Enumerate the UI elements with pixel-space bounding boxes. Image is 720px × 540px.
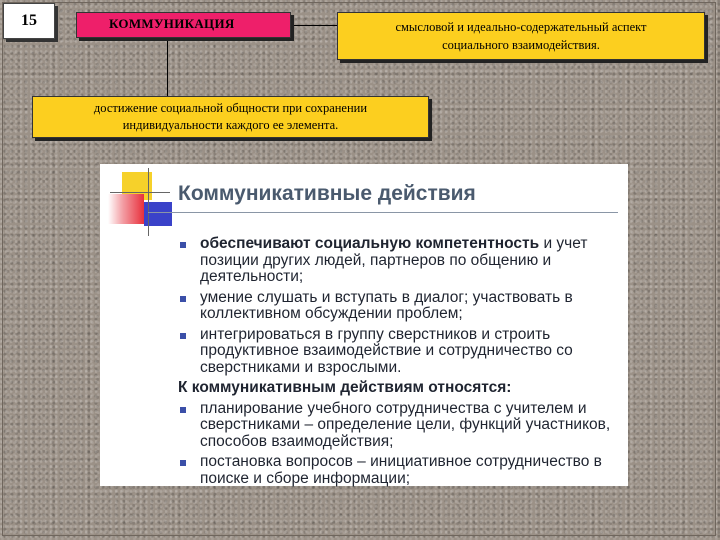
decor-horizontal-line bbox=[110, 192, 170, 193]
content-panel bbox=[100, 164, 628, 486]
achievement-line-2: индивидуальности каждого ее элемента. bbox=[122, 118, 339, 132]
title-underline bbox=[148, 212, 618, 213]
decor-vertical-line bbox=[148, 168, 149, 236]
bullet-icon bbox=[180, 460, 186, 466]
bullet-icon bbox=[180, 407, 186, 413]
subheading: К коммуникативным действиям относятся: bbox=[178, 379, 512, 396]
list-item bbox=[178, 327, 623, 377]
connector-horizontal bbox=[291, 25, 337, 26]
aspect-line-2: социального взаимодействия. bbox=[442, 38, 600, 52]
list-item bbox=[178, 236, 623, 286]
communication-box: КОММУНИКАЦИЯ bbox=[76, 12, 291, 38]
list-item-text: постановка вопросов – инициативное сотрудничество в поиске и сборе информации; bbox=[200, 453, 602, 487]
bullet-icon bbox=[180, 242, 186, 248]
aspect-box bbox=[337, 12, 705, 60]
actions-list bbox=[178, 236, 623, 376]
list-item bbox=[178, 290, 623, 323]
included-actions-list bbox=[178, 401, 623, 488]
panel-title: Коммуникативные действия bbox=[178, 182, 476, 205]
list-item-text: интегрироваться в группу сверстников и строить продуктивное взаимодействие и сотрудничество со сверстниками и взрослыми. bbox=[200, 325, 573, 376]
bullet-icon bbox=[180, 296, 186, 302]
bullet-icon bbox=[180, 333, 186, 339]
slide-number: 15 bbox=[3, 3, 55, 39]
panel-content bbox=[178, 236, 623, 491]
list-item-text: и учет позиции других людей, партнеров по общению и деятельности; bbox=[200, 235, 588, 285]
list-item-bold: обеспечивают социальную компетентность bbox=[200, 235, 540, 252]
achievement-line-1: достижение социальной общности при сохранении bbox=[93, 101, 368, 115]
list-item bbox=[178, 454, 623, 487]
list-item-text: планирование учебного сотрудничества с учителем и сверстниками – определение цели, функций участников, способов взаимодействия; bbox=[200, 399, 611, 450]
connector-vertical bbox=[167, 38, 168, 96]
achievement-box bbox=[32, 96, 429, 138]
list-item-text: умение слушать и вступать в диалог; участвовать в коллективном обсуждении проблем; bbox=[200, 288, 573, 322]
aspect-line-1: смысловой и идеально-содержательный аспект bbox=[395, 20, 647, 34]
list-item bbox=[178, 401, 623, 451]
decor-red-square bbox=[108, 194, 144, 224]
